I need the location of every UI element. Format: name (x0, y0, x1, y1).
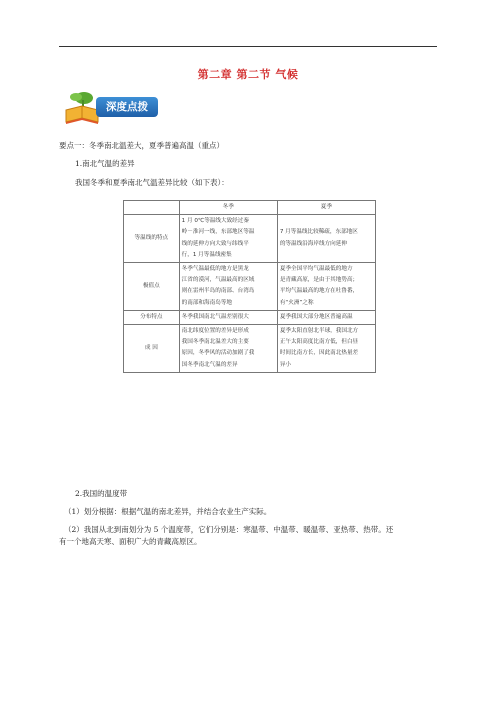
winter-cell-line: 的南部和海南岛等地 (181, 299, 233, 306)
section-2-heading: 2.我国的温度带 (75, 489, 128, 498)
summer-cell-line: 时间比南方长，因此南北热量差 (279, 350, 359, 357)
winter-cell (179, 325, 277, 373)
summer-cell (277, 215, 375, 263)
winter-cell-line: 岭－淮河一线，东部地区等温 (181, 229, 255, 236)
winter-cell-line: 南北纬度位置的差异是形成 (181, 328, 249, 335)
winter-cell-line: 原因，冬季风的活动加剧了我 (181, 350, 255, 357)
comparison-table (123, 200, 376, 373)
header-summer: 夏季 (277, 201, 375, 215)
header-empty (124, 201, 180, 215)
section-badge (62, 88, 162, 128)
winter-cell-line: 我国冬季南北温差大的主要 (181, 339, 249, 346)
summer-cell-line: 正午太阳高度比南方低，但白昼 (279, 339, 359, 346)
winter-cell-line: 冬季气温最低的地方是黑龙 (181, 266, 249, 273)
summer-cell-line: 夏季我国大部分地区普遍高温 (279, 313, 353, 320)
table-row (124, 310, 376, 324)
temp-zone-list-cont: 有一个地高天寒、面积广大的青藏高原区。 (59, 537, 202, 546)
temp-zone-basis: （1）划分根据：根据气温的南北差异，并结合农业生产实际。 (64, 507, 272, 516)
winter-cell (179, 263, 277, 311)
badge-label: 深度点拨 (96, 97, 158, 117)
winter-cell-line: 江省的漠河，气温最高的区域 (181, 277, 255, 284)
row-label: 等温线的特点 (124, 215, 180, 263)
winter-cell-line: 1 月 0℃等温线大致经过秦 (181, 218, 249, 225)
winter-cell-line: 则在雷州半岛的南部、台湾岛 (181, 288, 255, 295)
table-row (124, 215, 376, 263)
temp-zone-list: （2）我国从北到南划分为 5 个温度带，它们分别是：寒温带、中温带、暖温带、亚热带、热带。还 (64, 525, 394, 534)
summer-cell (277, 325, 375, 373)
header-rule (59, 46, 437, 47)
table-row (124, 263, 376, 311)
row-label: 成 因 (124, 325, 180, 373)
row-label: 分布特点 (124, 310, 180, 324)
winter-cell-line: 国冬季南北气温的差异 (181, 361, 238, 368)
summer-cell-line: 有“火洲”之称 (279, 299, 314, 306)
winter-cell-line: 线的延伸方向大致与纬线平 (181, 240, 249, 247)
summer-cell-line: 异小 (279, 361, 292, 368)
winter-cell-line: 冬季我国南北气温差别很大 (181, 313, 249, 320)
summer-cell-line: 7 月等温线比较稀疏，东部地区 (279, 229, 358, 236)
summer-cell-line: 是青藏高原，是由于其地势高； (279, 277, 359, 284)
key-point: 要点一：冬季南北温差大，夏季普遍高温（重点） (59, 141, 224, 150)
header-winter: 冬季 (179, 201, 277, 215)
winter-cell (179, 215, 277, 263)
row-label: 极值点 (124, 263, 180, 311)
summer-cell (277, 310, 375, 324)
table-intro: 我国冬季和夏季南北气温差异比较（如下表）： (75, 178, 229, 187)
summer-cell-line: 平均气温最高的地方在吐鲁番， (279, 288, 359, 295)
winter-cell-line: 行，1 月等温线密集 (181, 251, 232, 258)
section-1-heading: 1.南北气温的差异 (75, 159, 135, 168)
summer-cell (277, 263, 375, 311)
summer-cell-line: 的等温线沿海岸线方向延伸 (279, 240, 347, 247)
summer-cell-line: 夏季太阳直射北半球，我国北方 (279, 328, 359, 335)
chapter-title: 第二章 第二节 气候 (197, 68, 299, 81)
table-header-row (124, 201, 376, 215)
summer-cell-line: 夏季全国平均气温最低的地方 (279, 266, 353, 273)
table-row (124, 325, 376, 373)
winter-cell (179, 310, 277, 324)
